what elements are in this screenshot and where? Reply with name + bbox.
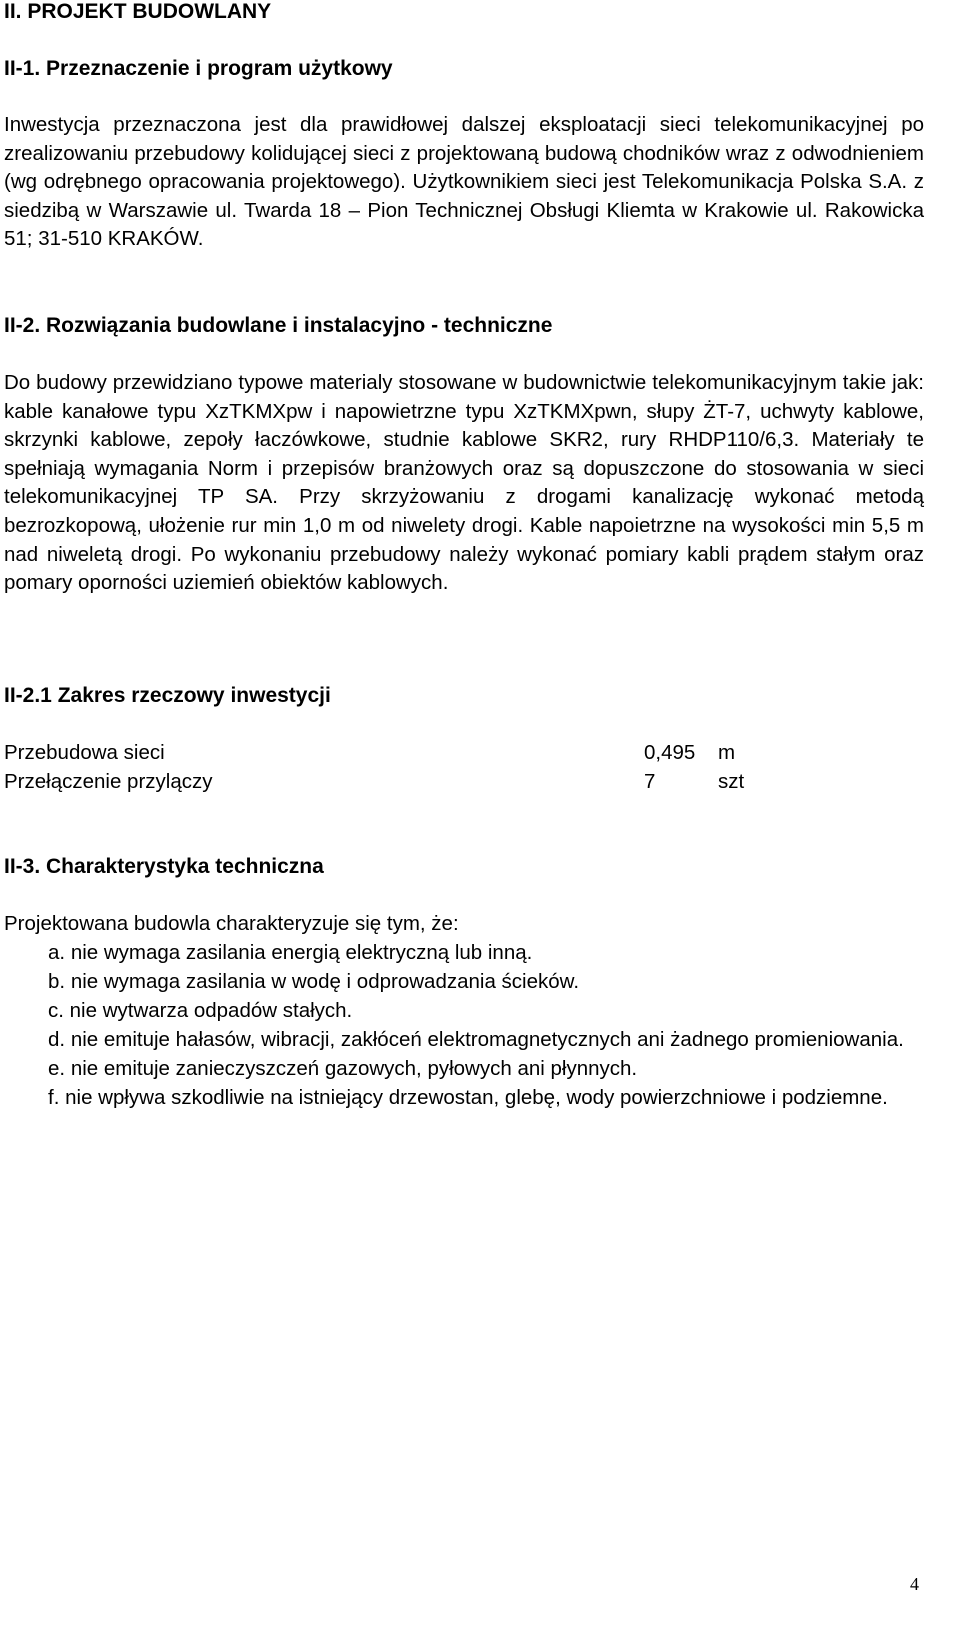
section-text-ii-1: Inwestycja przeznaczona jest dla prawidłowej dalszej eksploatacji sieci telekomunikacyjnej po zrealizowaniu przebudowy kolidującej sieci z projektowaną budową chodników wraz z odwodnieniem (wg odrębnego opracowania projektowego). Użytkownikiem sieci jest Telekomunikacja Polska S.A. z siedzibą w Warszawie ul. Twarda 18 – Pion Technicznej Obsługi Kliemta w Krakowie ul. Rakowicka 51; 31-510 KRAKÓW. [4, 113, 924, 251]
scope-item-quantity: 7 [644, 769, 656, 793]
list-item [48, 1054, 924, 1083]
section-text-ii-2: Do budowy przewidziano typowe materialy stosowane w budownictwie telekomunikacyjnym takie jak: kable kanałowe typu XzTKMXpw i napowietrzne typu XzTKMXpwn, słupy ŻT-7, uchwyty kablowe, skrzynki kablowe, zepoły łaczówkowe, studnie kablowe SKR2, rury RHDP110/6,3. Materiały te spełniają wymagania Norm i przepisów branżowych oraz są dopuszczone do stosowania w sieci telekomunikacyjnej TP SA. Przy skrzyżowaniu z drogami kanalizację wykonać metodą bezrozkopową, ułożenie rur min 1,0 m od niwelety drogi. Kable napoietrzne na wysokości min 5,5 m nad niweletą drogi. Po wykonaniu przebudowy należy wykonać pomiary kabli prądem stałym oraz pomary oporności uziemień obiektów kablowych. [4, 371, 924, 595]
page-number: 4 [910, 1574, 919, 1594]
list-item-letter: f. [48, 1086, 60, 1109]
list-item [48, 1025, 924, 1054]
section-intro-ii-3: Projektowana budowla charakteryzuje się tym, że: [4, 912, 459, 935]
list-item [48, 967, 924, 996]
list-item [48, 1083, 924, 1112]
scope-row [4, 768, 924, 797]
scope-row [4, 739, 924, 768]
list-item-text: nie emituje zanieczyszczeń gazowych, pyłowych ani płynnych. [70, 1057, 638, 1080]
section-heading-ii-2: II-2. Rozwiązania budowlane i instalacyjno - techniczne [4, 314, 553, 337]
list-item-letter: b. [48, 970, 66, 993]
scope-item-name: Przebudowa sieci [4, 741, 165, 764]
scope-item-name: Przełączenie przylączy [4, 769, 213, 793]
part-title: II. PROJEKT BUDOWLANY [4, 0, 272, 23]
list-item-text: nie wpływa szkodliwie na istniejący drzewostan, glebę, wody powierzchniowe i podziemne. [65, 1086, 888, 1109]
section-heading-ii-1: II-1. Przeznaczenie i program użytkowy [4, 57, 393, 80]
list-item-letter: a. [48, 941, 66, 964]
characteristics-list [4, 938, 924, 1112]
scope-item-unit: szt [718, 769, 745, 793]
scope-item-unit: m [718, 741, 736, 764]
list-item [48, 938, 924, 967]
list-item-text: nie emituje hałasów, wibracji, zakłóceń elektromagnetycznych ani żadnego promieniowania. [70, 1028, 904, 1051]
scope-table [4, 739, 924, 797]
list-item-text: nie wymaga zasilania w wodę i odprowadzania ścieków. [70, 970, 580, 993]
list-item-text: nie wytwarza odpadów stałych. [69, 999, 353, 1022]
list-item-letter: d. [48, 1028, 66, 1051]
list-item [48, 996, 924, 1025]
scope-item-quantity: 0,495 [644, 741, 696, 764]
list-item-text: nie wymaga zasilania energią elektryczną lub inną. [70, 941, 533, 964]
section-heading-ii-3: II-3. Charakterystyka techniczna [4, 855, 324, 878]
list-item-letter: c. [48, 999, 64, 1022]
section-heading-ii-2-1: II-2.1 Zakres rzeczowy inwestycji [4, 684, 331, 707]
list-item-letter: e. [48, 1057, 66, 1080]
